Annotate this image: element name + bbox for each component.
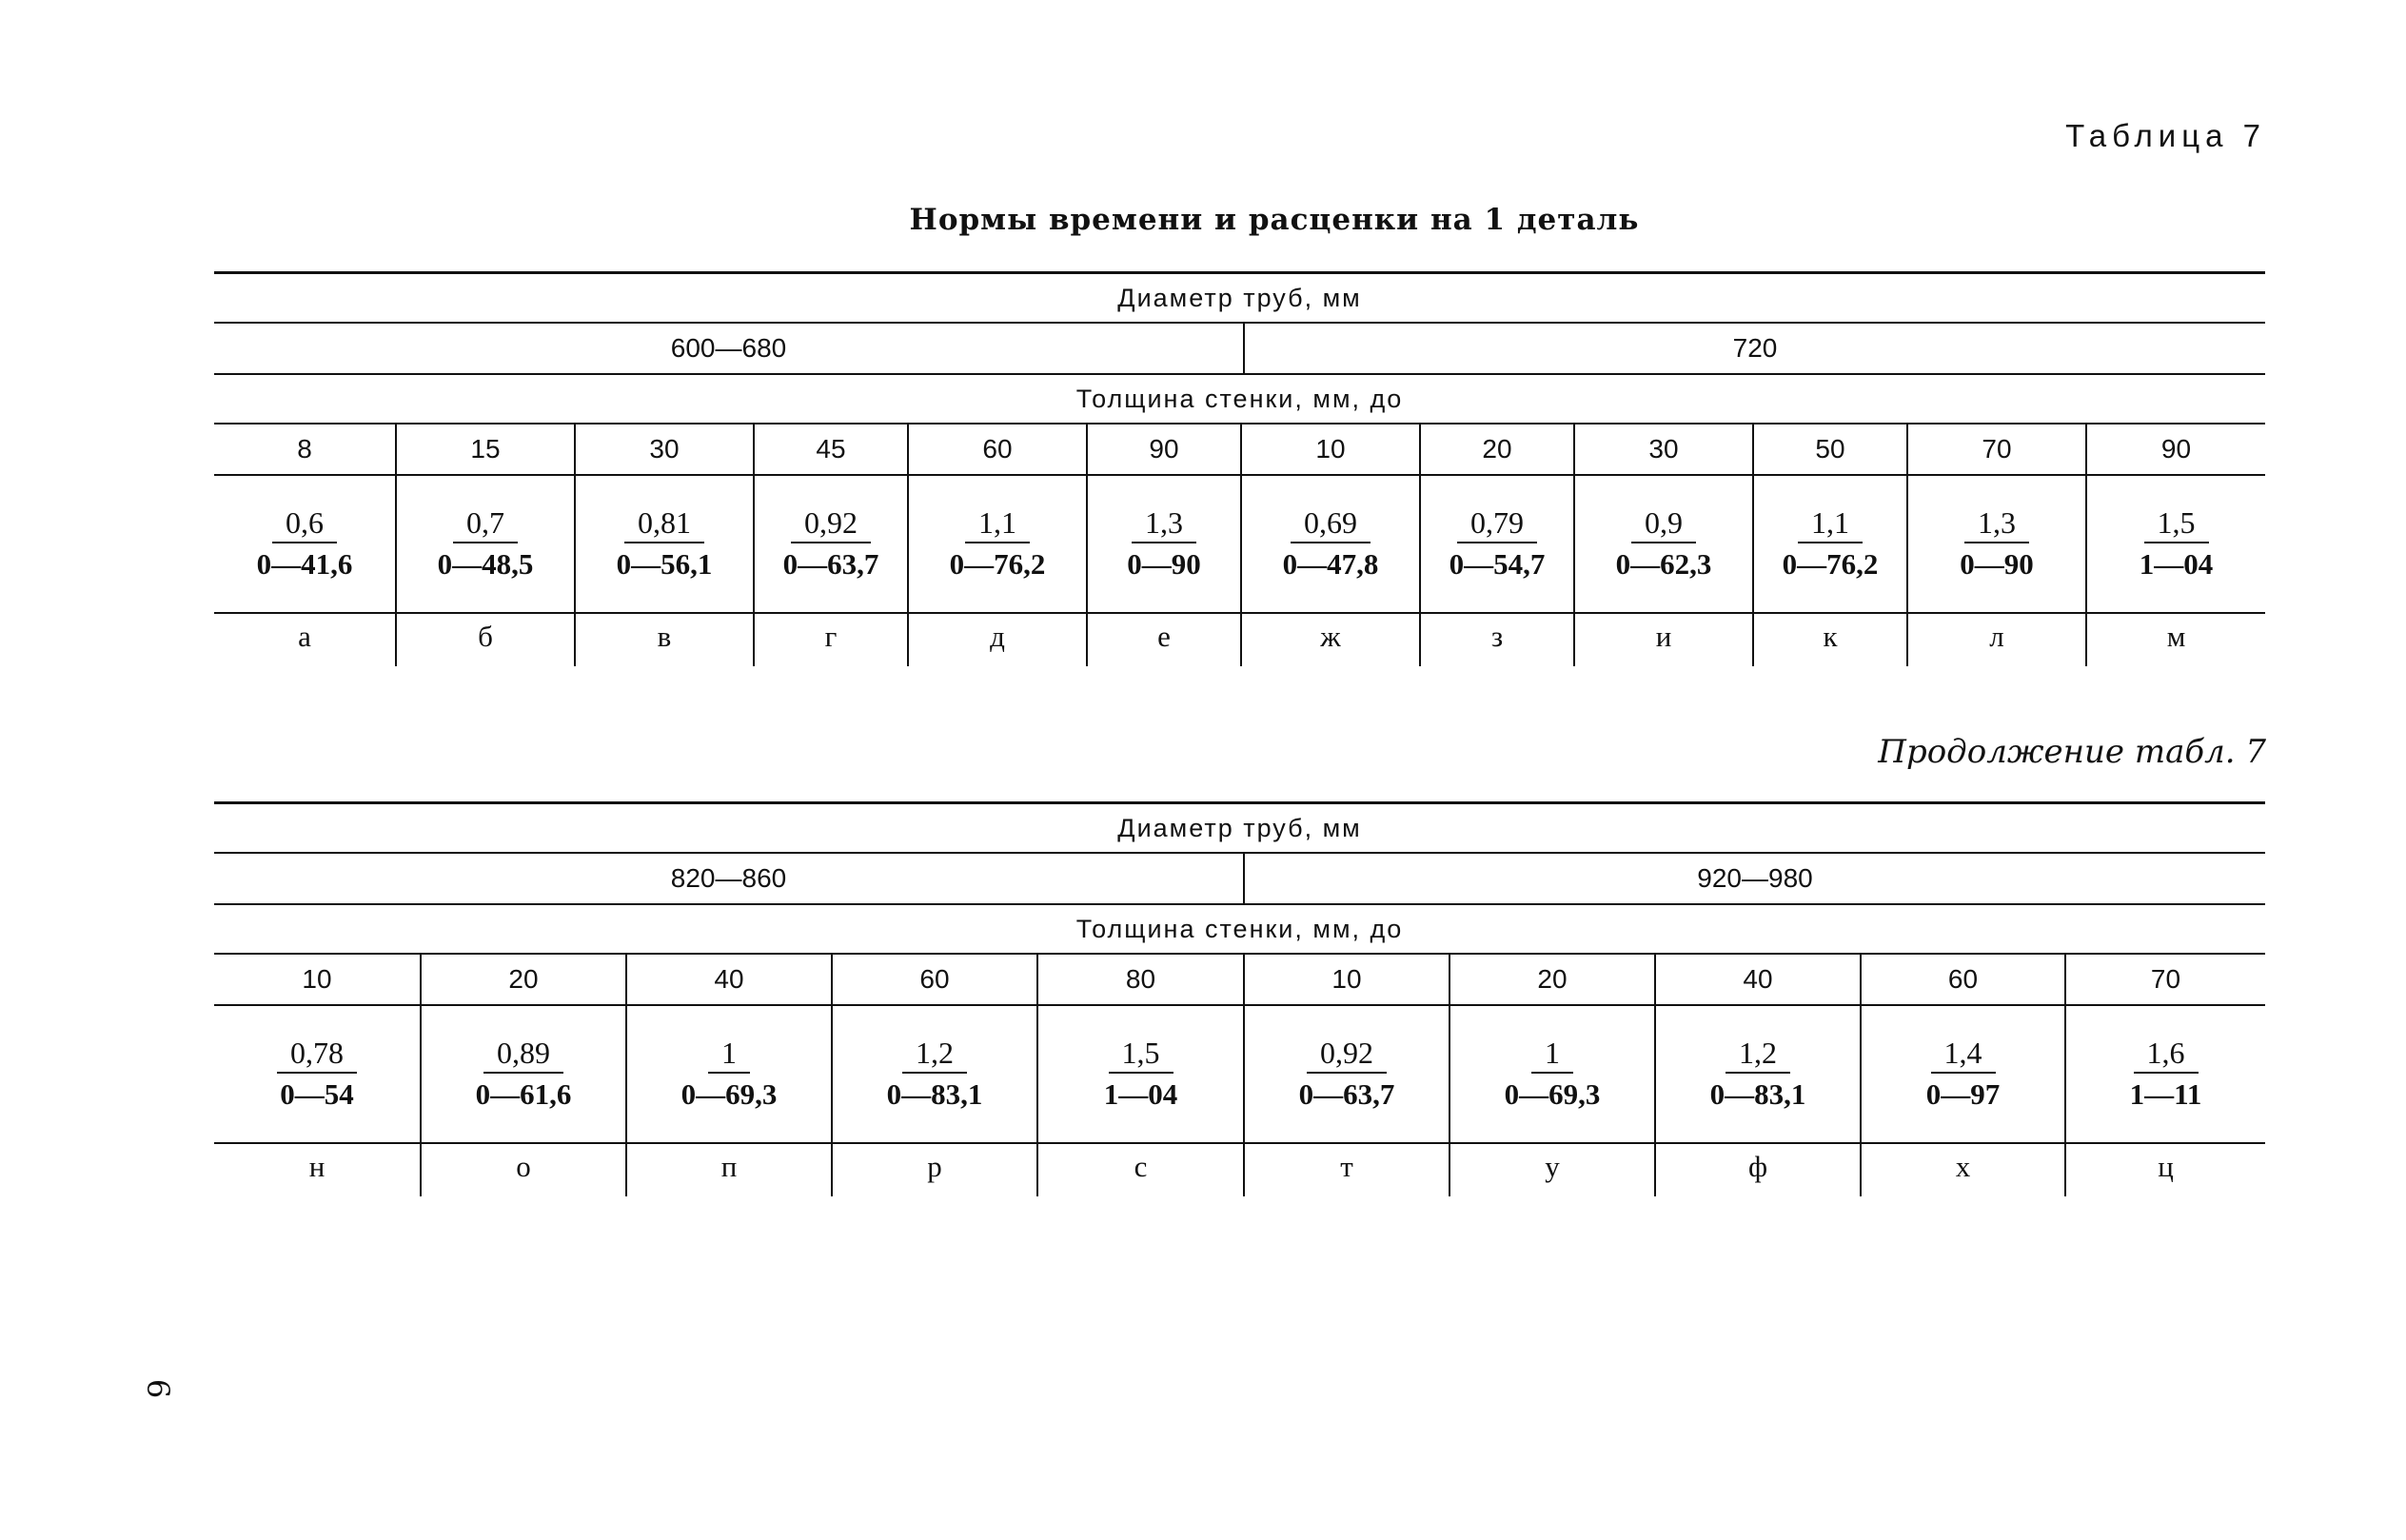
rate: 1—11 — [2129, 1076, 2202, 1111]
time-norm: 0,81 — [624, 505, 704, 543]
diameter-header-row — [214, 274, 2265, 322]
column-letter: в — [574, 614, 753, 666]
norm-cell — [214, 476, 395, 612]
norm-cell — [420, 1006, 625, 1142]
thickness-cell: 20 — [420, 955, 625, 1004]
norm-cell — [2064, 1006, 2265, 1142]
table-label: Таблица 7 — [2065, 118, 2266, 153]
rate: 0—56,1 — [616, 546, 713, 581]
time-norm: 0,7 — [453, 505, 518, 543]
time-norm: 1,6 — [2134, 1036, 2199, 1074]
thickness-cell: 20 — [1449, 955, 1654, 1004]
thickness-row — [214, 424, 2265, 474]
continuation-label: Продолжение табл. 7 — [1878, 733, 2266, 771]
thickness-cell: 40 — [625, 955, 831, 1004]
diameter-group: 600—680 — [670, 333, 787, 363]
column-letter: е — [1086, 614, 1240, 666]
norm-cell — [2085, 476, 2265, 612]
column-letter: х — [1860, 1144, 2064, 1196]
thickness-cell: 90 — [1086, 424, 1240, 474]
time-norm: 0,69 — [1291, 505, 1371, 543]
thickness-cell: 20 — [1419, 424, 1573, 474]
thickness-cell: 10 — [1243, 955, 1449, 1004]
time-norm: 0,78 — [277, 1036, 357, 1074]
rate: 1—04 — [1103, 1076, 1178, 1111]
rate: 0—54 — [280, 1076, 354, 1111]
thickness-cell: 70 — [1906, 424, 2085, 474]
time-norm: 1,2 — [902, 1036, 967, 1074]
norm-cell — [1752, 476, 1906, 612]
page-title: Нормы времени и расценки на 1 деталь — [909, 203, 1640, 237]
time-norm: 0,89 — [483, 1036, 563, 1074]
thickness-header: Толщина стенки, мм, до — [1075, 914, 1404, 943]
letters-row — [214, 614, 2265, 666]
thickness-cell: 40 — [1654, 955, 1860, 1004]
rate: 0—62,3 — [1615, 546, 1712, 581]
diameter-groups-row — [214, 324, 2265, 373]
time-norm: 0,92 — [791, 505, 871, 543]
diameter-header-row — [214, 804, 2265, 852]
time-norm: 1 — [1531, 1036, 1573, 1074]
norm-cell — [1086, 476, 1240, 612]
thickness-cell: 80 — [1036, 955, 1243, 1004]
rate: 0—90 — [1960, 546, 2034, 581]
diameter-group: 720 — [1243, 324, 2265, 373]
norm-cell — [1860, 1006, 2064, 1142]
rate: 0—63,7 — [782, 546, 879, 581]
rate: 0—83,1 — [886, 1076, 983, 1111]
norm-cell — [1240, 476, 1419, 612]
norm-cell — [574, 476, 753, 612]
column-letter: б — [395, 614, 574, 666]
column-letter: п — [625, 1144, 831, 1196]
column-letter: к — [1752, 614, 1906, 666]
time-norm: 0,9 — [1631, 505, 1696, 543]
norms-row — [214, 476, 2265, 612]
column-letter: о — [420, 1144, 625, 1196]
norm-cell — [753, 476, 907, 612]
time-norm: 1,3 — [1132, 505, 1196, 543]
rate: 0—90 — [1127, 546, 1201, 581]
column-letter: с — [1036, 1144, 1243, 1196]
thickness-header-row — [214, 905, 2265, 953]
column-letter: г — [753, 614, 907, 666]
rate: 0—83,1 — [1709, 1076, 1806, 1111]
column-letter: д — [907, 614, 1086, 666]
column-letter: ф — [1654, 1144, 1860, 1196]
diameter-header: Диаметр труб, мм — [1117, 813, 1362, 842]
column-letter: у — [1449, 1144, 1654, 1196]
thickness-cell: 10 — [1240, 424, 1419, 474]
norm-cell — [1449, 1006, 1654, 1142]
rate: 0—47,8 — [1282, 546, 1379, 581]
page-number: 6 — [140, 1378, 177, 1399]
rate: 0—69,3 — [1504, 1076, 1601, 1111]
norms-table-2 — [214, 801, 2265, 1196]
norm-cell — [1573, 476, 1752, 612]
thickness-cell: 30 — [574, 424, 753, 474]
thickness-cell: 50 — [1752, 424, 1906, 474]
time-norm: 1 — [708, 1036, 750, 1074]
norms-row — [214, 1006, 2265, 1142]
column-letter: н — [308, 1150, 325, 1183]
thickness-header: Толщина стенки, мм, до — [1075, 384, 1404, 413]
rate: 0—76,2 — [949, 546, 1046, 581]
rate: 0—41,6 — [256, 546, 353, 581]
rate: 1—04 — [2139, 546, 2214, 581]
column-letter: а — [298, 620, 311, 653]
thickness-cell: 70 — [2064, 955, 2265, 1004]
norms-table-1 — [214, 271, 2265, 666]
rate: 0—69,3 — [680, 1076, 778, 1111]
diameter-group: 920—980 — [1243, 854, 2265, 903]
norm-cell — [1036, 1006, 1243, 1142]
thickness-cell: 60 — [907, 424, 1086, 474]
norm-cell — [625, 1006, 831, 1142]
column-letter: и — [1573, 614, 1752, 666]
norm-cell — [214, 1006, 420, 1142]
thickness-cell: 10 — [302, 964, 332, 994]
column-letter: м — [2085, 614, 2265, 666]
thickness-cell: 60 — [831, 955, 1036, 1004]
norm-cell — [831, 1006, 1036, 1142]
rate: 0—76,2 — [1782, 546, 1879, 581]
norm-cell — [1243, 1006, 1449, 1142]
thickness-header-row — [214, 375, 2265, 423]
norm-cell — [1419, 476, 1573, 612]
thickness-row — [214, 955, 2265, 1004]
norm-cell — [907, 476, 1086, 612]
time-norm: 1,5 — [2144, 505, 2209, 543]
time-norm: 1,1 — [965, 505, 1030, 543]
thickness-cell: 30 — [1573, 424, 1752, 474]
time-norm: 1,1 — [1798, 505, 1863, 543]
thickness-cell: 90 — [2085, 424, 2265, 474]
time-norm: 0,92 — [1307, 1036, 1387, 1074]
column-letter: л — [1906, 614, 2085, 666]
time-norm: 0,79 — [1457, 505, 1537, 543]
time-norm: 1,2 — [1726, 1036, 1790, 1074]
rate: 0—63,7 — [1298, 1076, 1395, 1111]
column-letter: ц — [2064, 1144, 2265, 1196]
time-norm: 1,4 — [1931, 1036, 1996, 1074]
diameter-header: Диаметр труб, мм — [1117, 283, 1362, 312]
time-norm: 1,3 — [1964, 505, 2029, 543]
time-norm: 0,6 — [272, 505, 337, 543]
rate: 0—48,5 — [437, 546, 534, 581]
column-letter: з — [1419, 614, 1573, 666]
norm-cell — [1906, 476, 2085, 612]
thickness-cell: 8 — [297, 434, 312, 464]
rate: 0—61,6 — [475, 1076, 572, 1111]
rate: 0—54,7 — [1449, 546, 1546, 581]
thickness-cell: 45 — [753, 424, 907, 474]
thickness-cell: 60 — [1860, 955, 2064, 1004]
column-letter: ж — [1240, 614, 1419, 666]
time-norm: 1,5 — [1109, 1036, 1173, 1074]
diameter-groups-row — [214, 854, 2265, 903]
rate: 0—97 — [1925, 1076, 2001, 1111]
letters-row — [214, 1144, 2265, 1196]
thickness-cell: 15 — [395, 424, 574, 474]
norm-cell — [1654, 1006, 1860, 1142]
norm-cell — [395, 476, 574, 612]
column-letter: р — [831, 1144, 1036, 1196]
diameter-group: 820—860 — [670, 863, 787, 893]
column-letter: т — [1243, 1144, 1449, 1196]
